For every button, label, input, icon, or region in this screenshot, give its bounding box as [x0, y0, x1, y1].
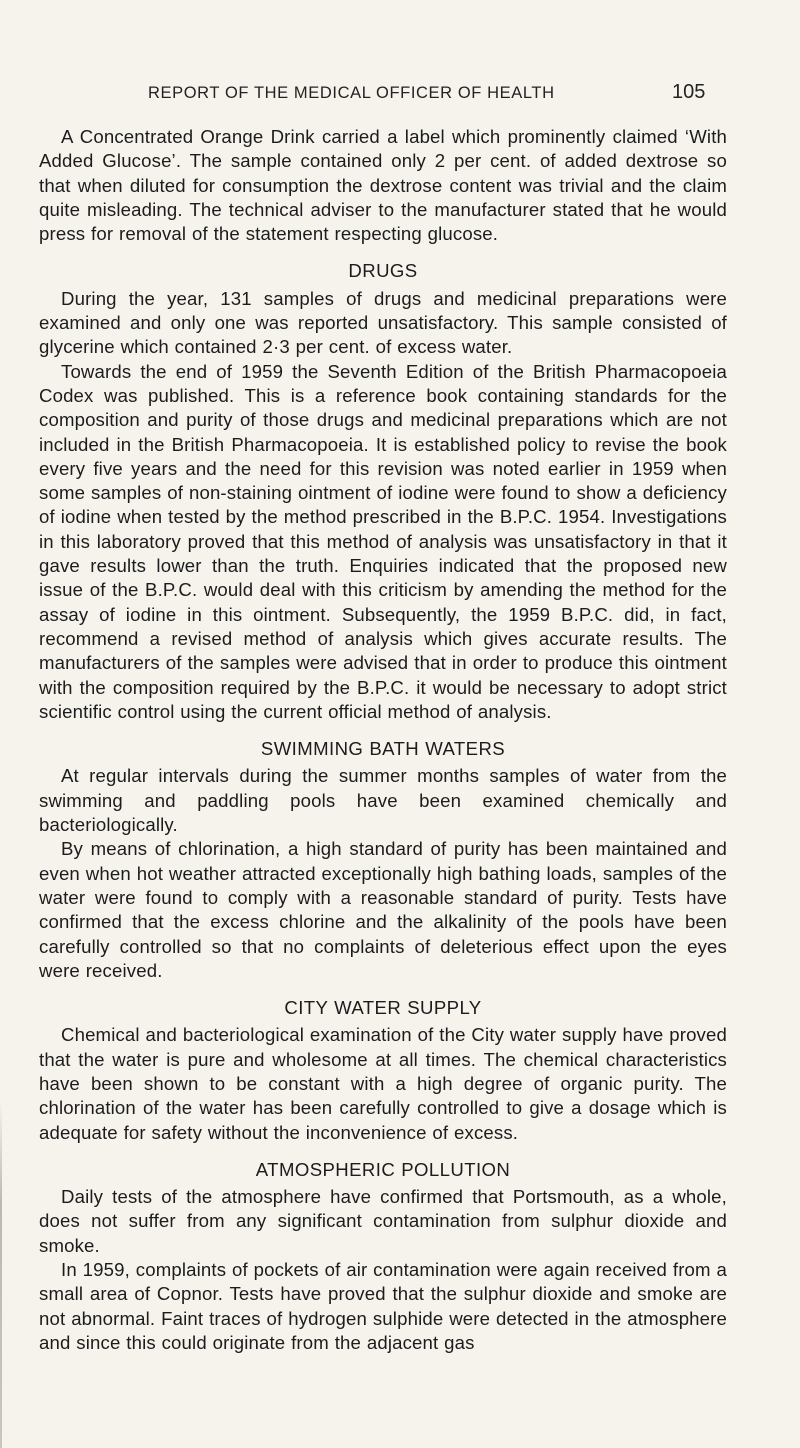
heading-drugs: DRUGS	[348, 260, 418, 282]
heading-city-water-supply: CITY WATER SUPPLY	[284, 997, 482, 1019]
heading-atmospheric-pollution: ATMOSPHERIC POLLUTION	[255, 1158, 511, 1180]
paragraph-orange-drink: A Concentrated Orange Drink carried a label which prominently claimed ‘With Added Glucose’. The sample contained only 2 per cent. of added dextrose so that when diluted for consumption the dextrose content was trivial and the claim quite misleading. The technical adviser to the manufacturer stated that he would press for removal of the statement respecting glucose.	[39, 126, 727, 245]
paragraph-city-water: Chemical and bacteriological examination of the City water supply have proved that the water is pure and wholesome at all times. The chemical characteristics have been shown to be constant with a high degree of organic purity. The chlorination of the water has been carefully controlled to give a dosage which is adequate for safety without the inconvenience of excess.	[39, 1024, 727, 1143]
page-number: 105	[672, 81, 706, 103]
paragraph-copnor-complaints: In 1959, complaints of pockets of air contamination were again received from a small area of Copnor. Tests have proved that the sulphur dioxide and smoke are not abnormal. Faint traces of hydrogen sulphide were detected in the atmosphere and since this could originate from the adjacent gas	[39, 1259, 727, 1353]
paragraph-swimming-chlorination: By means of chlorination, a high standard of purity has been maintained and even when hot weather attracted exceptionally high bathing loads, samples of the water were found to comply with a reasonable standard of purity. Tests have confirmed that the excess chlorine and the alkalinity of the pools have been carefully controlled so that no complaints of deleterious effect upon the eyes were received.	[39, 838, 727, 981]
heading-swimming-bath-waters: SWIMMING BATH WATERS	[260, 738, 506, 760]
paragraph-swimming-samples: At regular intervals during the summer months samples of water from the swimming and paddling pools have been examined chemically and bacteriologically.	[39, 765, 727, 836]
running-head: REPORT OF THE MEDICAL OFFICER OF HEALTH	[148, 84, 555, 102]
paragraph-atmosphere-tests: Daily tests of the atmosphere have confirmed that Portsmouth, as a whole, does not suffer from any significant contamination from sulphur dioxide and smoke.	[39, 1186, 727, 1256]
body-text	[39, 125, 727, 1355]
page-edge-shadow	[0, 1100, 2, 1448]
paragraph-drugs-samples: During the year, 131 samples of drugs and medicinal preparations were examined and only one was reported unsatisfactory. This sample consisted of glycerine which contained 2·3 per cent. of excess water.	[39, 287, 727, 358]
paragraph-drugs-codex: Towards the end of 1959 the Seventh Edition of the British Pharmacopoeia Codex was published. This is a reference book containing standards for the composition and purity of those drugs and medicinal preparations which are not included in the British Pharmacopoeia. It is established policy to revise the book every five years and the need for this revision was noted earlier in 1959 when some samples of non-staining ointment of iodine were found to show a deficiency of iodine when tested by the method prescribed in the B.P.C. 1954. Investigations in this laboratory proved that this method of analysis was unsatisfactory in that it gave results lower than the truth. Enquiries indicated that the proposed new issue of the B.P.C. would deal with this criticism by amending the method for the assay of iodine in this ointment. Subsequently, the 1959 B.P.C. did, in fact, recommend a revised method of analysis which gives accurate results. The manufacturers of the samples were advised that in order to produce this ointment with the composition required by the B.P.C. it would be necessary to adopt strict scientific control using the current official method of analysis.	[39, 360, 727, 722]
